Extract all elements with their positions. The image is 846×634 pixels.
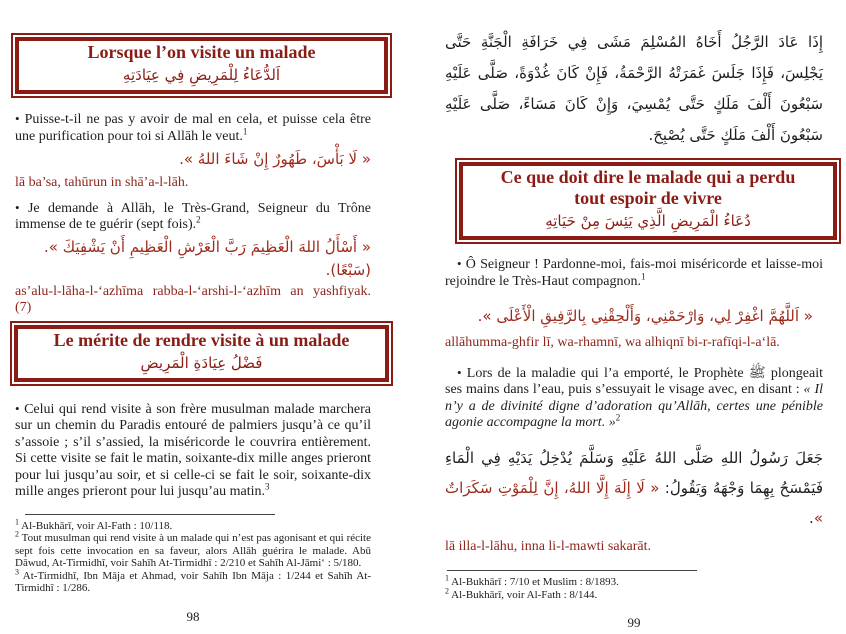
footnote-text: At-Tirmidhī, Ibn Māja et Ahmad, voir Sahīh Ibn Māja : 1/244 et Sahīh At-Tirmidhī : 1/286. — [15, 569, 371, 594]
footnote-1 — [445, 573, 823, 589]
paragraph-text: Je demande à Allāh, le Très-Grand, Seigneur du Trône immense de te guérir (sept fois). — [15, 200, 371, 232]
footnote-number: 3 — [15, 566, 19, 576]
arabic-hadith-bottom — [445, 443, 823, 533]
page-number-right: 99 — [627, 615, 641, 630]
page-number-left: 98 — [186, 608, 200, 624]
arabic-quote-suffix: (سَبْعًا). — [325, 260, 371, 279]
section-title-french-line2: tout espoir de vivre — [574, 188, 722, 208]
footnote-number: 1 — [445, 573, 449, 583]
title-box-inner — [15, 37, 388, 94]
footnote-text: Tout musulman qui rend visite à un malade qui n’est pas agonisant et qui récite sept fois cette invocation en sa faveur, alors Allāh guérira le malade. Abū Dāwud, At-Tirmidhī, voir Sahīh At-Tirmidhī : 2/210 et Sahīh Al-Jāmi‘ : 5/180. — [15, 532, 372, 569]
footnote-number: 1 — [15, 516, 19, 526]
title-box-inner — [14, 325, 389, 382]
footnote-ref: 1 — [242, 125, 248, 136]
title-box-merit-of-visiting — [10, 321, 393, 386]
footnote-number: 2 — [15, 529, 19, 539]
arabic-quote-1: « لَا بَأْسَ، طَهُورٌ إِنْ شَاءَ اللهُ ». — [179, 150, 371, 168]
section-title-french: Lorsque l’on visite un malade — [87, 42, 316, 62]
bullet-icon: • — [15, 400, 20, 416]
footnote-ref: 1 — [640, 270, 646, 281]
paragraph-invocation-2 — [15, 200, 371, 234]
transliteration-4: lā illa-l-lāhu, inna li-l-mawti sakarāt. — [445, 538, 652, 554]
transliteration-3: allāhumma-ghfir lī, wa-rhamnī, wa alhiqnī bi-r-rafīqi-l-a‘lā. — [445, 335, 780, 350]
arabic-quote-3: « اَللَّهُمَّ اغْفِرْ لِي، وَارْحَمْنِي، وَأَلْحِقْنِي بِالرَّفِيقِ الْأَعْلَى ». — [477, 307, 813, 325]
footnote-separator — [447, 570, 697, 571]
section-title-arabic: دُعَاءُ الْمَرِيضِ الَّذِي يَئِسَ مِنْ حَيَاتِهِ — [545, 212, 751, 230]
footnote-ref: 2 — [615, 412, 621, 423]
page-left — [15, 0, 371, 625]
paragraph-text: Celui qui rend visite à son frère musulman malade marchera sur un chemin du Paradis entouré de palmiers jusqu’à ce qu’il s’assoie ; s’il s’assied, la miséricorde le couvrira entièrement. Si cette visite se fait le matin, soixante-dix mille anges prieront pour lui jusqu’au soir, et si celle-ci se fait le soir, soixante-dix mille anges prieront pour lui jusqu’au matin. — [15, 401, 372, 499]
paragraph-invocation-3 — [445, 256, 823, 290]
arabic-quote-text: « أَسْأَلُ اللهَ الْعَظِيمَ رَبَّ الْعَرْشِ الْعَظِيمِ أَنْ يَشْفِيَكَ ». — [44, 237, 371, 256]
paragraph-invocation-1 — [15, 111, 371, 145]
footnote-ref: 2 — [196, 214, 201, 225]
title-box-sick-lost-hope — [455, 158, 841, 244]
footnote-3 — [15, 566, 371, 595]
title-box-visiting-sick — [11, 33, 392, 98]
title-box-inner — [459, 162, 837, 240]
arabic-hadith-top: إِذَا عَادَ الرَّجُلُ أَخَاهُ المُسْلِمَ مَشَى فِي خَرَافَةِ الْجَنَّةِ حَتَّى يَجْلِسَ، فَإِذَا جَلَسَ غَمَرَتْهُ الرَّحْمَةُ، فَإِنْ كَانَ غُدْوَةً، صَلَّى عَلَيْهِ سَبْعُونَ أَلْفَ مَلَكٍ حَتَّى يُمْسِيَ، وَإِنْ كَانَ مَسَاءً، صَلَّى عَلَيْهِ سَبْعُونَ أَلْفَ مَلَكٍ حَتَّى يُصْبِحَ. — [445, 33, 823, 144]
bullet-icon: • — [457, 256, 462, 271]
bullet-icon: • — [457, 364, 462, 380]
section-title-arabic: اَلدُّعَاءُ لِلْمَرِيضِ فِي عِيَادَتِهِ — [122, 66, 281, 84]
paragraph-lead-text: Lors de la maladie qui l’a emporté, le Prophète ﷺ plongeait ses mains dans l’eau, puis s’essuyait le visage avec, en disant : — [445, 365, 823, 397]
paragraph-text: Puisse-t-il ne pas y avoir de mal en cela, et puisse cela être une purification pour toi si Allāh le veut. — [15, 112, 371, 144]
paragraph-prophet-illness — [445, 365, 823, 432]
footnote-2 — [15, 529, 372, 570]
footnote-text: Al-Bukhārī, voir Al-Fath : 8/144. — [451, 588, 598, 601]
bullet-icon: • — [15, 111, 20, 126]
arabic-lead: جَعَلَ رَسُولُ اللهِ صَلَّى اللهُ عَلَيْهِ وَسَلَّمَ يُدْخِلُ يَدَيْهِ فِي الْمَاءِ فَيَمْسَحُ بِهِمَا وَجْهَهُ وَيَقُولُ: — [445, 448, 823, 497]
footnote-separator — [25, 514, 275, 515]
arabic-tail: . — [809, 508, 814, 527]
arabic-quote-text: « لَا إِلَهَ إِلَّا اللهُ، إِنَّ لِلْمَوْتِ سَكَرَاتٌ » — [445, 478, 823, 527]
transliteration-1: lā ba’sa, tahūrun in shā’a-l-lāh. — [15, 175, 189, 190]
footnote-ref: 3 — [265, 481, 270, 492]
paragraph-text: Ô Seigneur ! Pardonne-moi, fais-moi miséricorde et laisse-moi rejoindre le Très-Haut compagnon. — [445, 257, 823, 289]
transliteration-2: as’alu-l-lāha-l-‘azhīma rabba-l-‘arshi-l-‘azhīm an yashfiyak. (7) — [15, 283, 371, 315]
section-title-french: Le mérite de rendre visite à un malade — [53, 329, 350, 350]
footnote-2 — [445, 585, 823, 602]
footnote-1 — [15, 516, 371, 533]
section-title-french-line1: Ce que doit dire le malade qui a perdu — [500, 167, 796, 187]
footnote-text: Al-Bukhārī, voir Al-Fath : 10/118. — [21, 519, 173, 532]
bullet-icon: • — [15, 199, 20, 215]
paragraph-hadith-merit — [15, 401, 371, 501]
page-right — [445, 0, 823, 631]
arabic-quote-2 — [15, 236, 371, 282]
footnote-number: 2 — [445, 585, 449, 595]
section-title-arabic: فَضْلُ عِيَادَةِ الْمَرِيضِ — [140, 353, 263, 372]
paragraph-quote-italic: « Il n’y a de divinité digne d’adoration qu’Allāh, certes une pénible agonie accompagne la mort. » — [445, 382, 823, 430]
footnote-text: Al-Bukhārī : 7/10 et Muslim : 8/1893. — [451, 576, 619, 588]
